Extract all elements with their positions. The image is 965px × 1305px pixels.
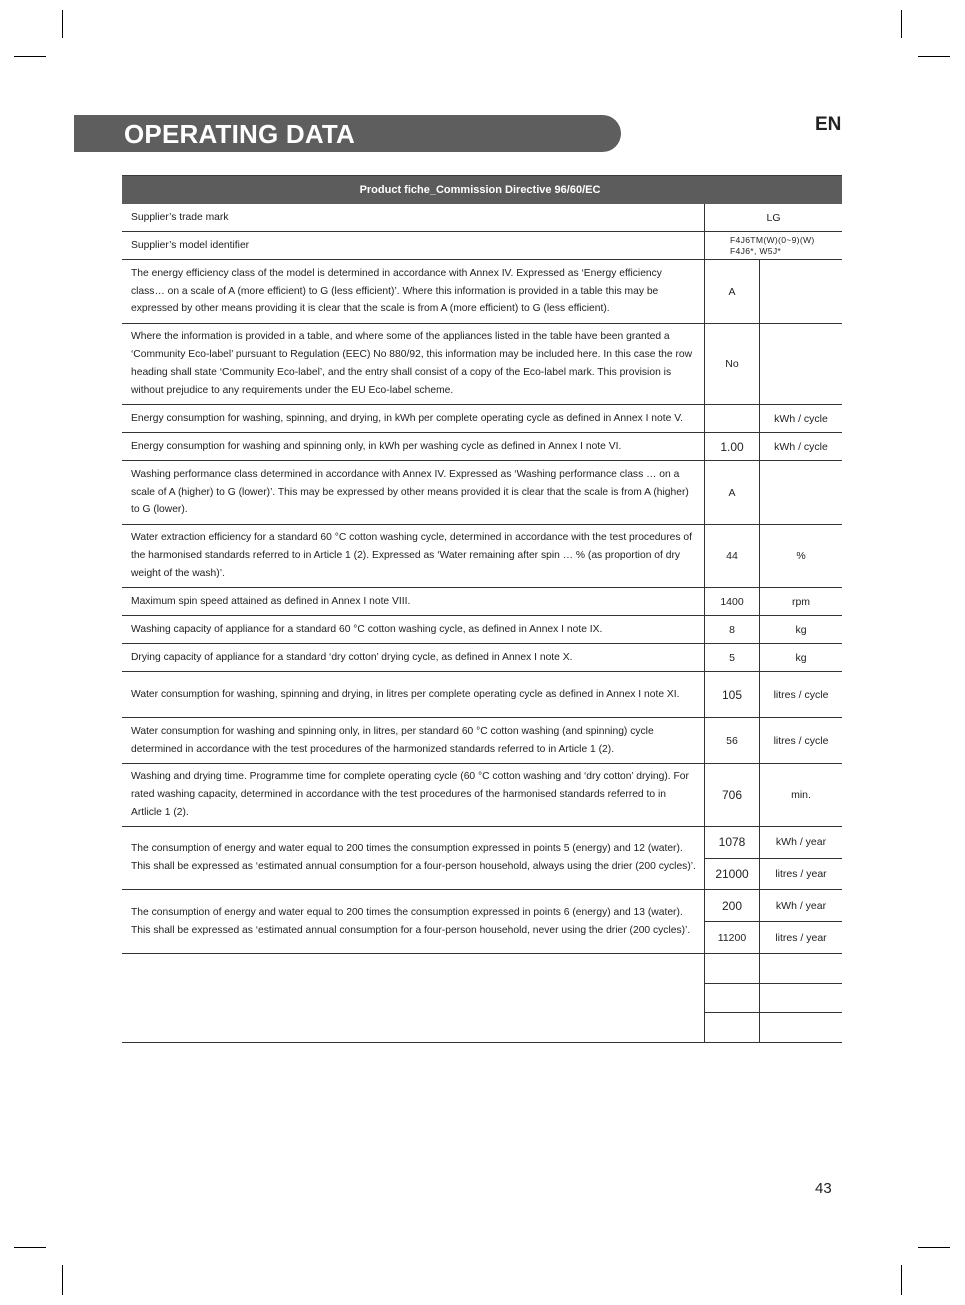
row-description: Water consumption for washing and spinning only, in litres, per standard 60 °C cotton washing (and spinning) cycle determined in accordance with the test procedures of the harmonized standards referred to in Article 1 (2). (122, 718, 705, 763)
row-unit: kWh / cycle (774, 412, 828, 425)
table-row (122, 433, 842, 461)
empty-cell (705, 983, 759, 1013)
crop-mark (918, 56, 950, 57)
model-label: Supplier’s model identifier (122, 232, 705, 259)
annual-water-value: 11200 (705, 921, 759, 953)
table-row (122, 461, 842, 525)
model-line-1: F4J6TM(W)(0~9)(W) (730, 234, 815, 245)
annual-energy-unit: kWh / year (775, 899, 827, 912)
empty-cell (705, 1012, 759, 1042)
row-description: Washing capacity of appliance for a standard 60 °C cotton washing cycle, as defined in Annex I note IX. (122, 616, 705, 643)
empty-unit-cells (760, 954, 842, 1042)
row-unit: kWh / cycle (774, 440, 828, 453)
table-row-model (122, 232, 842, 260)
crop-mark (62, 1265, 63, 1295)
row-value: 1400 (705, 588, 760, 615)
annual-energy-value: 1078 (718, 835, 746, 850)
table-row-annual-without-drier (122, 890, 842, 954)
empty-cell (705, 954, 759, 983)
row-description: Water extraction efficiency for a standard 60 °C cotton washing cycle, determined in accordance with the test procedures of the harmonised standards referred to in Article 1 (2). Expressed as ‘Water remaining after spin … % (as proportion of dry weight of the wash)’. (122, 525, 705, 587)
row-description: Washing performance class determined in accordance with Annex IV. Expressed as ‘Washing performance class … on a scale of A (higher) to G (lower)’. This may be expressed by other means provided it is clear that the scale is from A (higher) to G (lower). (122, 461, 705, 524)
crop-mark (62, 10, 63, 38)
row-value: 5 (705, 644, 760, 671)
crop-mark (901, 1265, 902, 1295)
row-unit: rpm (791, 595, 811, 608)
crop-mark (14, 56, 46, 57)
row-value: 1.00 (705, 433, 760, 460)
row-description: Maximum spin speed attained as defined in Annex I note VIII. (122, 588, 705, 615)
empty-value-cells (705, 954, 760, 1042)
annual-water-unit: litres / year (760, 921, 842, 953)
row-unit (760, 461, 842, 524)
product-fiche-table (122, 175, 842, 1043)
row-description: The consumption of energy and water equal to 200 times the consumption expressed in points 5 (energy) and 12 (water). This shall be expressed as ‘estimated annual consumption for a four-person household, always using the drier (200 cycles)’. (122, 827, 705, 889)
row-description: The consumption of energy and water equal to 200 times the consumption expressed in points 6 (energy) and 13 (water). This shall be expressed as ‘estimated annual consumption for a four-person household, never using the drier (200 cycles)’. (122, 890, 705, 953)
table-row (122, 644, 842, 672)
row-value: 8 (705, 616, 760, 643)
crop-mark (901, 10, 902, 38)
annual-water-unit: litres / year (760, 858, 842, 890)
row-unit (760, 324, 842, 404)
page-number: 43 (815, 1180, 832, 1197)
row-description: The energy efficiency class of the model is determined in accordance with Annex IV. Expressed as ‘Energy efficiency class… on a scale of A (more efficient) to G (less efficient)’. Where this information is provided in a table this may be expressed by other means providing it is clear that the scale is from A (more efficient) to G (less efficient). (122, 260, 705, 323)
fiche-header: Product fiche_Commission Directive 96/60/EC (122, 175, 842, 204)
trade-mark-value: LG (766, 211, 781, 224)
annual-energy-unit: kWh / year (775, 836, 827, 849)
row-unit: litres / cycle (773, 734, 829, 747)
row-unit: kg (795, 651, 807, 664)
row-unit (760, 260, 842, 323)
row-value: 44 (705, 525, 760, 587)
table-row (122, 718, 842, 764)
table-row-trade-mark (122, 204, 842, 232)
table-row (122, 588, 842, 616)
page-title: OPERATING DATA (124, 119, 356, 149)
model-value (705, 232, 842, 259)
language-code: EN (815, 114, 842, 135)
table-row (122, 525, 842, 588)
table-row (122, 405, 842, 433)
annual-values (705, 890, 760, 953)
row-unit: litres / cycle (773, 688, 829, 701)
empty-cell (760, 983, 842, 1013)
annual-units (760, 890, 842, 953)
annual-energy-value: 200 (721, 898, 743, 913)
row-description: Energy consumption for washing and spinning only, in kWh per washing cycle as defined in Annex I note VI. (122, 433, 705, 460)
table-row (122, 616, 842, 644)
table-row (122, 260, 842, 324)
row-description: Water consumption for washing, spinning and drying, in litres per complete operating cycle as defined in Annex I note XI. (122, 672, 705, 717)
row-value (705, 405, 760, 432)
crop-mark (918, 1247, 950, 1248)
empty-cell (760, 1012, 842, 1042)
row-value: A (705, 461, 760, 524)
table-row (122, 672, 842, 718)
row-unit: kg (795, 623, 807, 636)
row-description: Washing and drying time. Programme time for complete operating cycle (60 °C cotton washing and ‘dry cotton’ drying). For rated washing capacity, determined in accordance with the test procedures of the harmonised standards referred to in Artlicle 1 (2). (122, 764, 705, 826)
table-row (122, 764, 842, 827)
annual-water-value: 21000 (705, 858, 759, 890)
row-description: Energy consumption for washing, spinning, and drying, in kWh per complete operating cycle as defined in Annex I note V. (122, 405, 705, 432)
row-unit: min. (791, 789, 811, 801)
row-value: 706 (705, 764, 760, 826)
section-banner (74, 115, 621, 152)
table-row (122, 324, 842, 405)
annual-values (705, 827, 760, 889)
row-description: Drying capacity of appliance for a standard ‘dry cotton’ drying cycle, as defined in Annex I note X. (122, 644, 705, 671)
empty-table-row (122, 954, 842, 1043)
model-line-2: F4J6*, W5J* (730, 245, 782, 256)
row-description: Where the information is provided in a table, and where some of the appliances listed in the table have been granted a ‘Community Eco-label’ pursuant to Regulation (EEC) No 880/92, this information may be included here. In this case the row heading shall state ‘Community Eco-label’, and the entry shall consist of a copy of the Eco-label mark. This provision is without prejudice to any requirements under the EU Eco-label scheme. (122, 324, 705, 404)
empty-cell (760, 954, 842, 983)
trade-mark-label: Supplier’s trade mark (122, 204, 705, 231)
empty-description-cell (122, 954, 705, 1042)
row-value: 105 (705, 672, 760, 717)
annual-units (760, 827, 842, 889)
table-row-annual-with-drier (122, 827, 842, 890)
row-value: 56 (705, 718, 760, 763)
row-unit: % (796, 550, 806, 562)
row-value: No (705, 324, 760, 404)
row-value: A (705, 260, 760, 323)
crop-mark (14, 1247, 46, 1248)
